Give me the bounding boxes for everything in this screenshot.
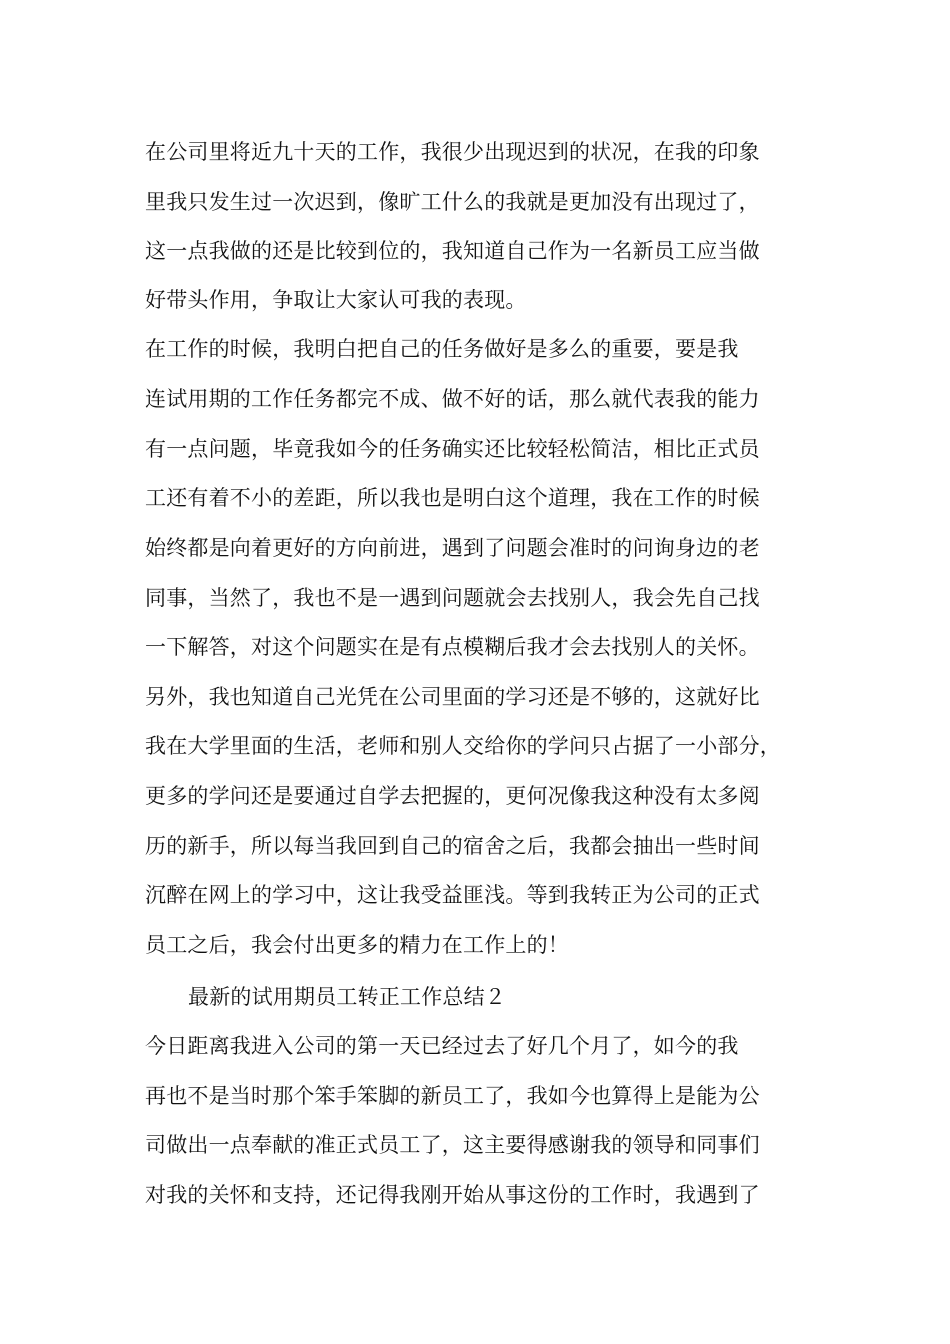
text-line: 同事，当然了，我也不是一遇到问题就会去找别人，我会先自己找 <box>145 586 760 610</box>
text-line: 更多的学问还是要通过自学去把握的，更何况像我这种没有太多阅 <box>145 784 760 808</box>
section-heading: 最新的试用期员工转正工作总结２ <box>188 985 506 1009</box>
text-line: 有一点问题，毕竟我如今的任务确实还比较轻松简洁，相比正式员 <box>145 437 760 461</box>
text-line: 在公司里将近九十天的工作，我很少出现迟到的状况，在我的印象 <box>145 140 760 164</box>
text-line: 始终都是向着更好的方向前进，遇到了问题会准时的问询身边的老 <box>145 536 760 560</box>
text-line: 沉醉在网上的学习中，这让我受益匪浅。等到我转正为公司的正式 <box>145 883 760 907</box>
text-line: 一下解答，对这个问题实在是有点模糊后我才会去找别人的关怀。 <box>145 635 760 659</box>
text-line: 这一点我做的还是比较到位的，我知道自己作为一名新员工应当做 <box>145 239 760 263</box>
text-line: 再也不是当时那个笨手笨脚的新员工了，我如今也算得上是能为公 <box>145 1084 760 1108</box>
text-line: 今日距离我进入公司的第一天已经过去了好几个月了，如今的我 <box>145 1034 739 1058</box>
text-line: 员工之后，我会付出更多的精力在工作上的！ <box>145 933 569 957</box>
text-line: 对我的关怀和支持，还记得我刚开始从事这份的工作时，我遇到了 <box>145 1183 760 1207</box>
text-line: 我在大学里面的生活，老师和别人交给你的学问只占据了一小部分， <box>145 734 781 758</box>
text-line: 司做出一点奉献的准正式员工了，这主要得感谢我的领导和同事们 <box>145 1133 760 1157</box>
text-line: 里我只发生过一次迟到，像旷工什么的我就是更加没有出现过了， <box>145 190 760 214</box>
text-line: 工还有着不小的差距，所以我也是明白这个道理，我在工作的时候 <box>145 486 760 510</box>
text-line: 在工作的时候，我明白把自己的任务做好是多么的重要，要是我 <box>145 337 739 361</box>
text-line: 另外，我也知道自己光凭在公司里面的学习还是不够的，这就好比 <box>145 685 760 709</box>
text-line: 连试用期的工作任务都完不成、做不好的话，那么就代表我的能力 <box>145 387 760 411</box>
text-line: 历的新手，所以每当我回到自己的宿舍之后，我都会抽出一些时间 <box>145 834 760 858</box>
text-line: 好带头作用，争取让大家认可我的表现。 <box>145 288 527 312</box>
